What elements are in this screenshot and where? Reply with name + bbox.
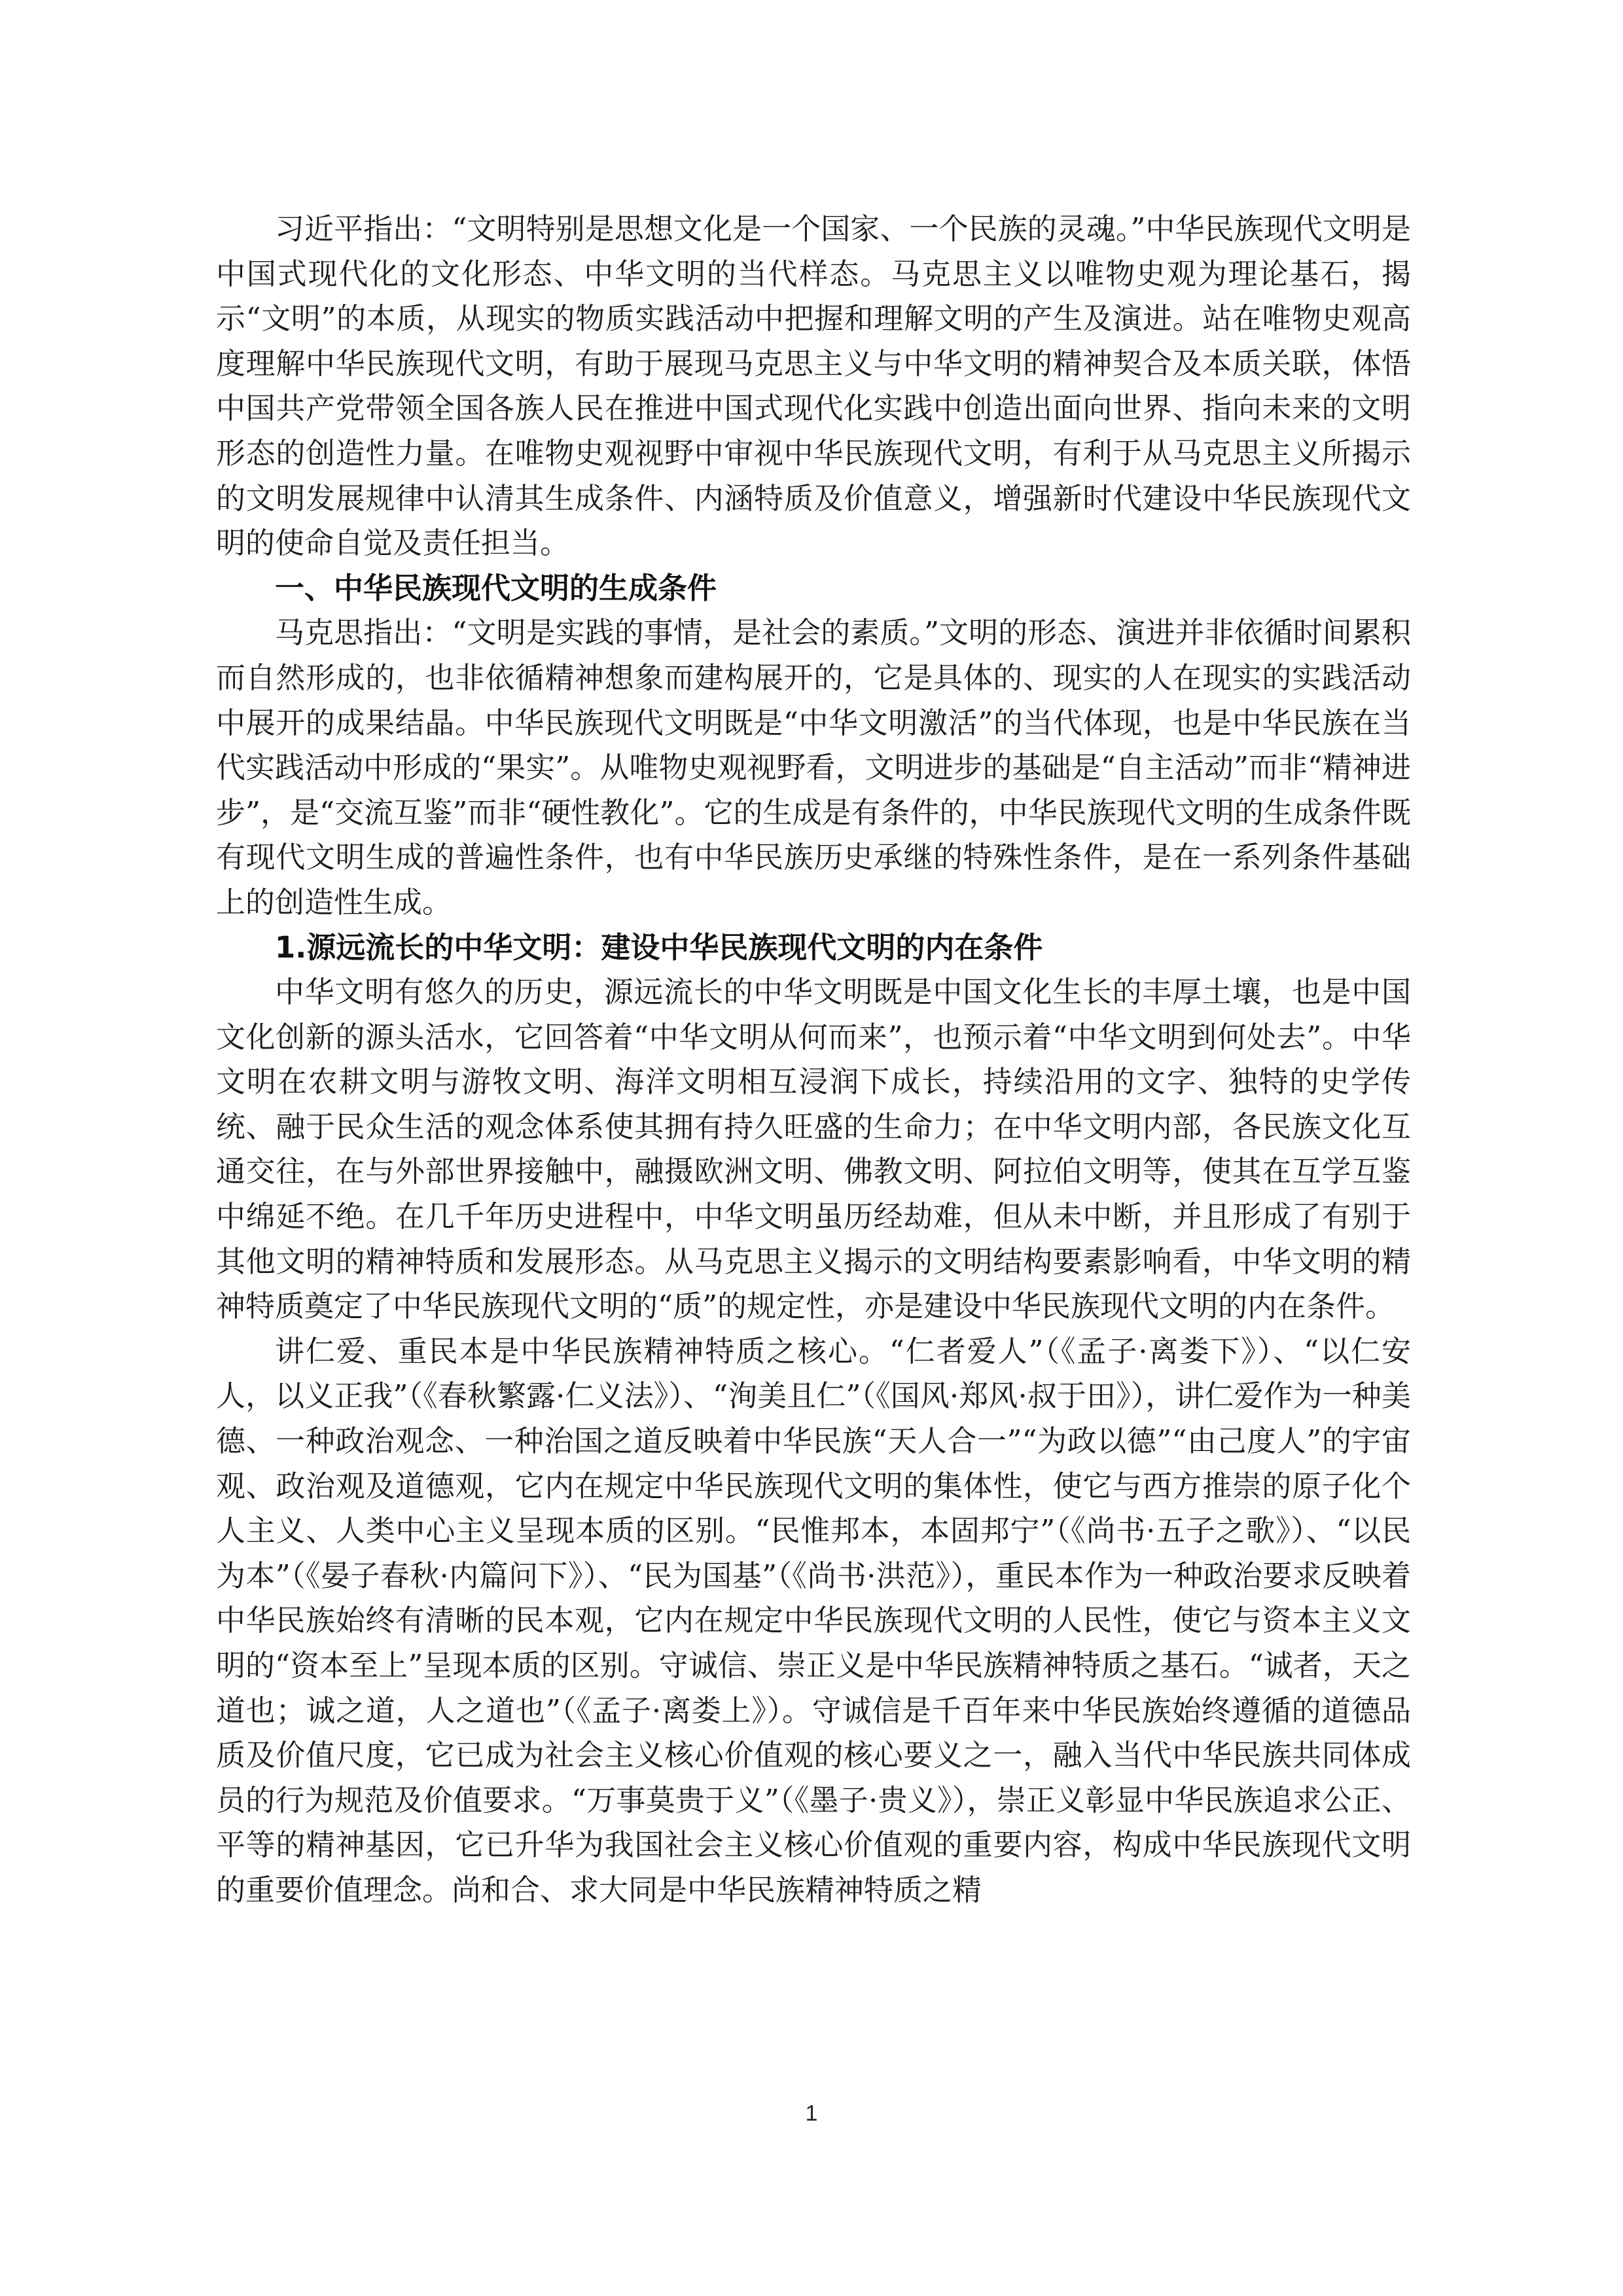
- subsection-paragraph: 中华文明有悠久的历史，源远流长的中华文明既是中国文化生长的丰厚土壤，也是中国文化创新的源头活水，它回答着“中华文明从何而来”，也预示着“中华文明到何处去”。中华文明在农耕文明与游牧文明、海洋文明相互浸润下成长，持续沿用的文字、独特的史学传统、融于民众生活的观念体系使其拥有持久旺盛的生命力；在中华文明内部，各民族文化互通交往，在与外部世界接触中，融摄欧洲文明、佛教文明、阿拉伯文明等，使其在互学互鉴中绵延不绝。在几千年历史进程中，中华文明虽历经劫难，但从未中断，并且形成了有别于其他文明的精神特质和发展形态。从马克思主义揭示的文明结构要素影响看，中华文明的精神特质奠定了中华民族现代文明的“质”的规定性，亦是建设中华民族现代文明的内在条件。: [216, 975, 1411, 1324]
- document-body: [216, 207, 1411, 1913]
- section-heading: 一、中华民族现代文明的生成条件: [275, 570, 717, 605]
- subsection-heading: 1.源远流长的中华文明：建设中华民族现代文明的内在条件: [275, 929, 1043, 965]
- renai-paragraph: 讲仁爱、重民本是中华民族精神特质之核心。“仁者爱人”（《孟子·离娄下》）、“以仁安人，以义正我”（《春秋繁露·仁义法》）、“洵美且仁”（《国风·郑风·叔于田》），讲仁爱作为一种美德、一种政治观念、一种治国之道反映着中华民族“天人合一”“为政以德”“由己度人”的宇宙观、政治观及道德观，它内在规定中华民族现代文明的集体性，使它与西方推崇的原子化个人主义、人类中心主义呈现本质的区别。“民惟邦本，本固邦宁”（《尚书·五子之歌》）、“以民为本”（《晏子春秋·内篇问下》）、“民为国基”（《尚书·洪范》），重民本作为一种政治要求反映着中华民族始终有清晰的民本观，它内在规定中华民族现代文明的人民性，使它与资本主义文明的“资本至上”呈现本质的区别。守诚信、崇正义是中华民族精神特质之基石。“诚者，天之道也；诚之道，人之道也”（《孟子·离娄上》）。守诚信是千百年来中华民族始终遵循的道德品质及价值尺度，它已成为社会主义核心价值观的核心要义之一，融入当代中华民族共同体成员的行为规范及价值要求。“万事莫贵于义”（《墨子·贵义》），崇正义彰显中华民族追求公正、平等的精神基因，它已升华为我国社会主义核心价值观的重要内容，构成中华民族现代文明的重要价值理念。尚和合、求大同是中华民族精神特质之精: [216, 1333, 1411, 1907]
- section-paragraph: 马克思指出：“文明是实践的事情，是社会的素质。”文明的形态、演进并非依循时间累积而自然形成的，也非依循精神想象而建构展开的，它是具体的、现实的人在现实的实践活动中展开的成果结晶。中华民族现代文明既是“中华文明激活”的当代体现，也是中华民族在当代实践活动中形成的“果实”。从唯物史观视野看，文明进步的基础是“自主活动”而非“精神进步”，是“交流互鉴”而非“硬性教化”。它的生成是有条件的，中华民族现代文明的生成条件既有现代文明生成的普遍性条件，也有中华民族历史承继的特殊性条件，是在一系列条件基础上的创造性生成。: [216, 615, 1411, 920]
- intro-paragraph: 习近平指出：“文明特别是思想文化是一个国家、一个民族的灵魂。”中华民族现代文明是中国式现代化的文化形态、中华文明的当代样态。马克思主义以唯物史观为理论基石，揭示“文明”的本质，从现实的物质实践活动中把握和理解文明的产生及演进。站在唯物史观高度理解中华民族现代文明，有助于展现马克思主义与中华文明的精神契合及本质关联，体悟中国共产党带领全国各族人民在推进中国式现代化实践中创造出面向世界、指向未来的文明形态的创造性力量。在唯物史观视野中审视中华民族现代文明，有利于从马克思主义所揭示的文明发展规律中认清其生成条件、内涵特质及价值意义，增强新时代建设中华民族现代文明的使命自觉及责任担当。: [216, 211, 1411, 561]
- page-number: 1: [805, 2101, 818, 2126]
